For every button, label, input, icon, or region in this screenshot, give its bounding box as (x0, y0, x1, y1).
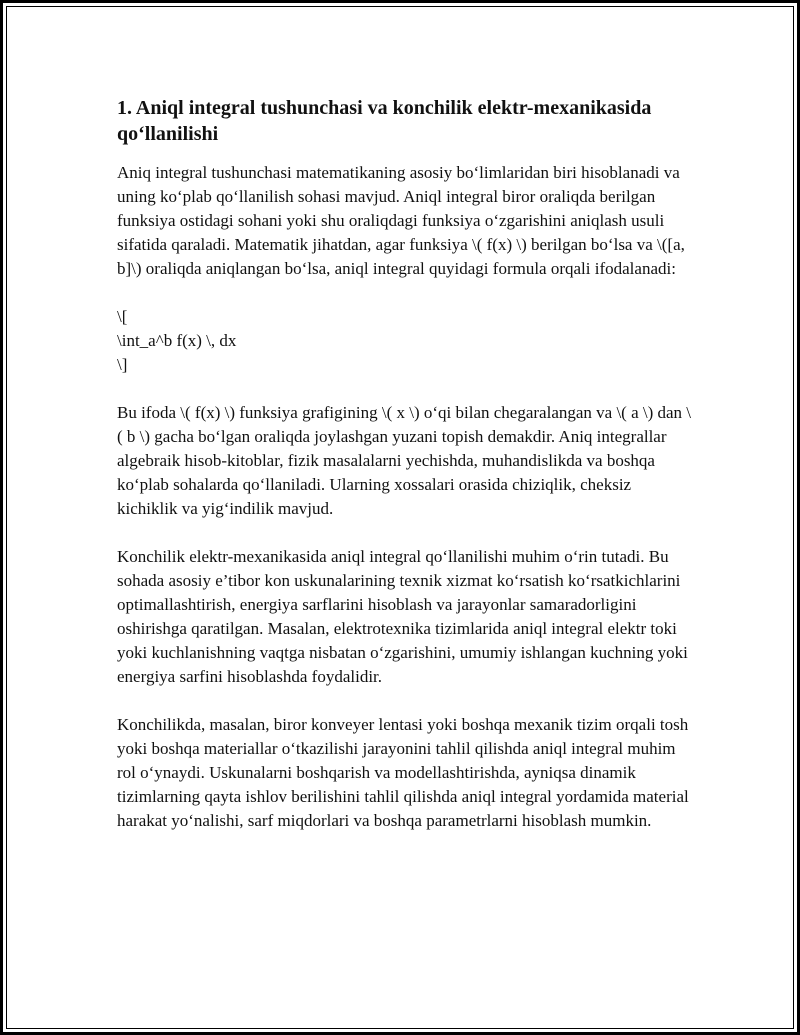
paragraph-conveyor-example: Konchilikda, masalan, biror konveyer lentasi yoki boshqa mexanik tizim orqali tosh yoki boshqa materiallar o‘tkazilishi jarayonini tahlil qilishda aniql integral muhim rol o‘ynaydi. Uskunalarni boshqarish va modellashtirishda, ayniqsa dinamik tizimlarning qayta ishlov berilishini tahlil qilishda aniql integral yordamida material harakat yo‘nalishi, sarf miqdorlari va boshqa parametrlarni hisoblash mumkin. (117, 715, 689, 830)
formula-close: \] (117, 355, 128, 374)
paragraph-intro: Aniq integral tushunchasi matematikaning asosiy bo‘limlaridan biri hisoblanadi va uning ko‘plab qo‘llanilish sohasi mavjud. Aniql integral biror oraliqda berilgan funksiya ostidagi sohani yoki shu oraliqdagi funksiya o‘zgarishini aniqlash usuli sifatida qaraladi. Matematik jihatdan, agar funksiya \( f(x) \) berilgan bo‘lsa va \([a, b]\) oraliqda aniqlangan bo‘lsa, aniql integral quyidagi formula orqali ifodalanadi: (117, 163, 685, 278)
paragraph-mining-application: Konchilik elektr-mexanikasida aniql integral qo‘llanilishi muhim o‘rin tutadi. Bu sohada asosiy e’tibor kon uskunalarining texnik xizmat ko‘rsatish ko‘rsatkichlarini optimallashtirish, energiya sarflarini hisoblash va jarayonlar samaradorligini oshirishga qaratilgan. Masalan, elektrotexnika tizimlarida aniql integral elektr toki yoki kuchlanishning vaqtga nisbatan o‘zgarishini, umumiy ishlangan kuchning yoki energiya sarfini hisoblashda foydalidir. (117, 547, 688, 686)
formula-body: \int_a^b f(x) \, dx (117, 331, 237, 350)
paragraph-definition: Bu ifoda \( f(x) \) funksiya grafigining \( x \) o‘qi bilan chegaralangan va \( a \) dan \( b \) gacha bo‘lgan oraliqda joylashgan yuzani topish demakdir. Aniq integrallar algebraik hisob-kitoblar, fizik masalalarni yechishda, muhandislikda va boshqa ko‘plab sohalarda qo‘llaniladi. Ularning xossalari orasida chiziqlik, cheksiz kichiklik va yig‘indilik mavjud. (117, 403, 692, 518)
section-heading: 1. Aniql integral tushunchasi va konchilik elektr-mexanikasida qo‘llanilishi (117, 97, 652, 145)
integral-formula (117, 305, 692, 377)
document-body (117, 95, 692, 857)
formula-open: \[ (117, 307, 128, 326)
